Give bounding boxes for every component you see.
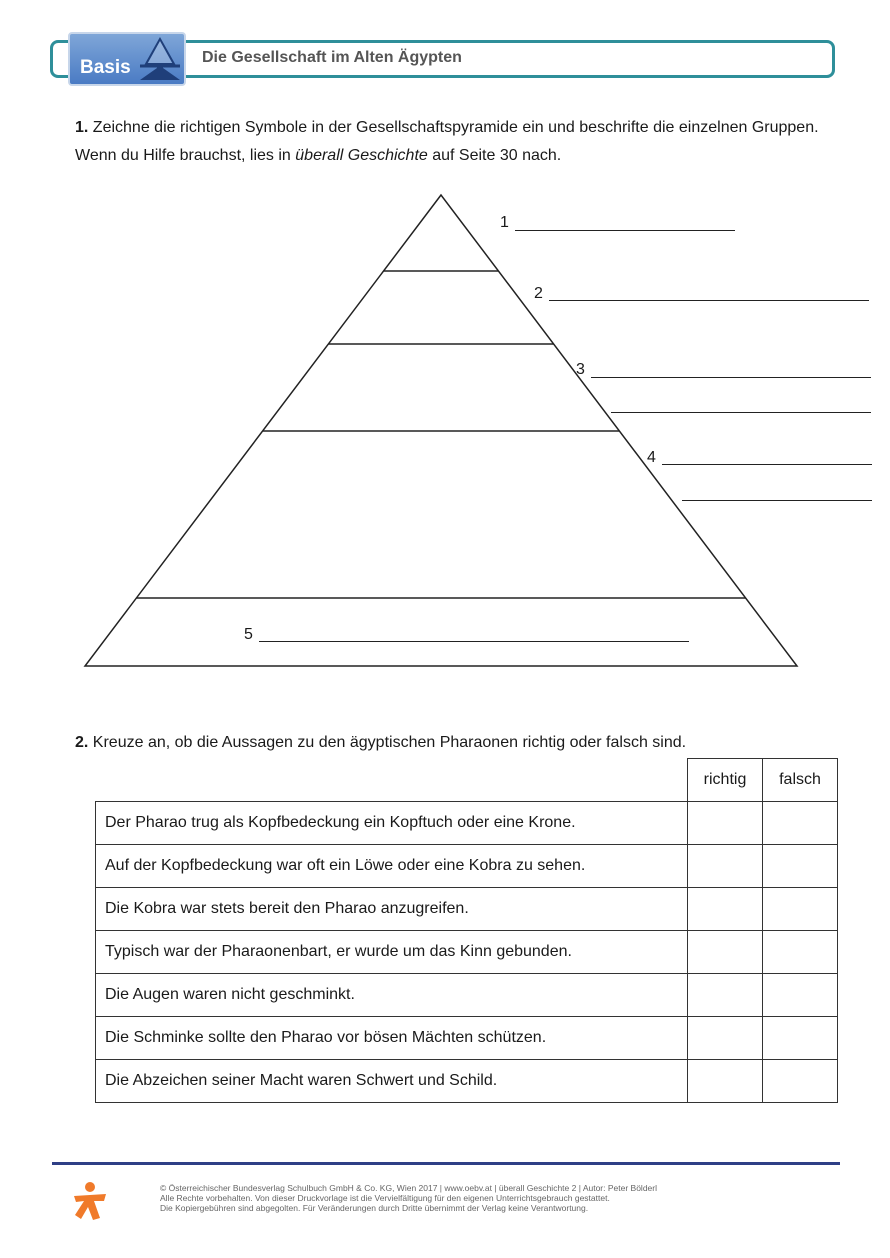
column-header-richtig: richtig (688, 759, 763, 802)
statement-cell: Der Pharao trug als Kopfbedeckung ein Kopftuch oder eine Krone. (96, 802, 688, 845)
task1-text-after: auf Seite 30 nach. (427, 147, 562, 164)
answer-line-1[interactable] (515, 230, 735, 231)
publisher-logo-shape (74, 1182, 106, 1220)
footer-line-3: Die Kopiergebühren sind abgegolten. Für Veränderungen durch Dritte übernimmt der Verlag keine Verantwortung. (160, 1203, 589, 1213)
statement-cell: Die Abzeichen seiner Macht waren Schwert und Schild. (96, 1060, 688, 1103)
footer-line-1: © Österreichischer Bundesverlag Schulbuch GmbH & Co. KG, Wien 2017 | www.oebv.at | überall Geschichte 2 | Autor: Peter Bölderl (160, 1183, 657, 1193)
task2-text: Kreuze an, ob die Aussagen zu den ägyptischen Pharaonen richtig oder falsch sind. (92, 734, 687, 751)
pyramid-label-3: 3 (576, 361, 585, 378)
table-row (96, 802, 838, 845)
answer-line-4b[interactable] (682, 500, 872, 501)
falsch-checkbox[interactable] (763, 802, 838, 845)
pyramid-label-1: 1 (500, 214, 509, 231)
footer-divider (52, 1162, 840, 1165)
richtig-checkbox[interactable] (688, 1060, 763, 1103)
pyramid-label-4: 4 (647, 449, 656, 466)
table-row (96, 974, 838, 1017)
footer-line-2: Alle Rechte vorbehalten. Von dieser Druckvorlage ist die Vervielfältigung für den eigenen Unterrichtsgebrauch gestattet. (160, 1193, 610, 1203)
answer-line-4a[interactable] (662, 464, 872, 465)
table-row (96, 845, 838, 888)
statement-cell: Typisch war der Pharaonenbart, er wurde um das Kinn gebunden. (96, 931, 688, 974)
richtig-checkbox[interactable] (688, 974, 763, 1017)
statement-cell: Die Kobra war stets bereit den Pharao anzugreifen. (96, 888, 688, 931)
basis-label: Basis (80, 57, 131, 78)
task2-instruction (75, 729, 845, 757)
falsch-checkbox[interactable] (763, 1060, 838, 1103)
column-header-falsch: falsch (763, 759, 838, 802)
table-header-row (96, 759, 838, 802)
statement-cell: Die Augen waren nicht geschminkt. (96, 974, 688, 1017)
table-header-spacer (96, 759, 688, 802)
pyramid-label-2: 2 (534, 285, 543, 302)
table-row (96, 888, 838, 931)
falsch-checkbox[interactable] (763, 1017, 838, 1060)
richtig-checkbox[interactable] (688, 845, 763, 888)
task1-book-title: überall Geschichte (295, 147, 428, 164)
task1-text-before: Zeichne die richtigen Symbole in der Gesellschaftspyramide ein und beschrifte die einzelnen Gruppen. Wenn du Hilfe brauchst, lies in (75, 119, 819, 164)
falsch-checkbox[interactable] (763, 845, 838, 888)
statement-cell: Auf der Kopfbedeckung war oft ein Löwe oder eine Kobra zu sehen. (96, 845, 688, 888)
publisher-logo-icon (70, 1180, 110, 1222)
richtig-checkbox[interactable] (688, 1017, 763, 1060)
richtig-checkbox[interactable] (688, 888, 763, 931)
pyramid-label-5: 5 (244, 626, 253, 643)
table-row (96, 1017, 838, 1060)
task2-number: 2. (75, 734, 89, 751)
task1-number: 1. (75, 119, 89, 136)
answer-line-2[interactable] (549, 300, 869, 301)
answer-line-3a[interactable] (591, 377, 871, 378)
richtig-checkbox[interactable] (688, 802, 763, 845)
answer-line-5[interactable] (259, 641, 689, 642)
table-row (96, 931, 838, 974)
falsch-checkbox[interactable] (763, 931, 838, 974)
falsch-checkbox[interactable] (763, 974, 838, 1017)
answer-line-3b[interactable] (611, 412, 871, 413)
statement-cell: Die Schminke sollte den Pharao vor bösen Mächten schützen. (96, 1017, 688, 1060)
page-title: Die Gesellschaft im Alten Ägypten (202, 49, 462, 66)
falsch-checkbox[interactable] (763, 888, 838, 931)
footer-copyright (160, 1183, 800, 1213)
true-false-table (95, 758, 838, 1103)
richtig-checkbox[interactable] (688, 931, 763, 974)
table-row (96, 1060, 838, 1103)
